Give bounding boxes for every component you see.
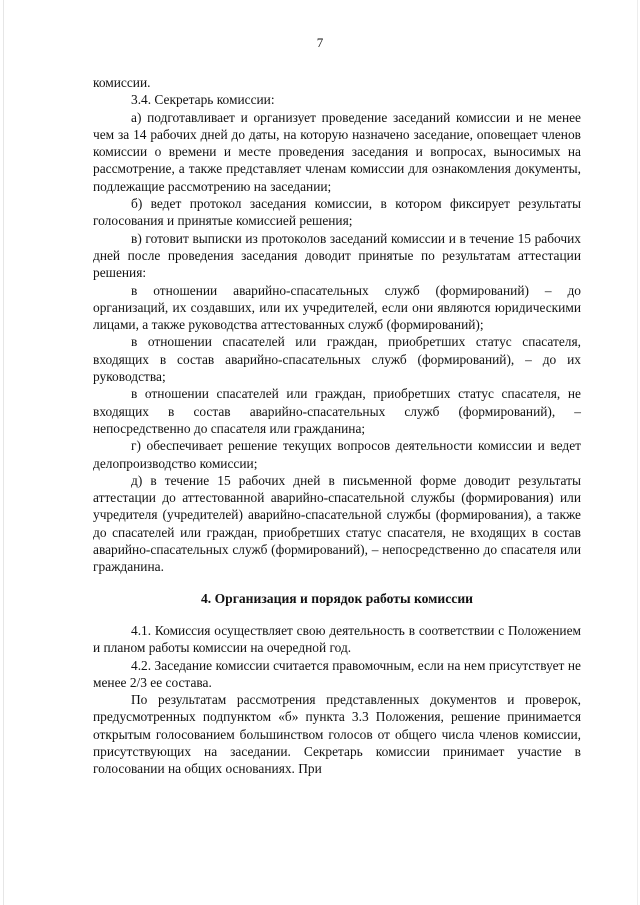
paragraph-3-4-d: д) в течение 15 рабочих дней в письменной форме доводит результаты аттестации до аттестованной аварийно-спасательной службы (формирования) или учредителя (учредителей) аварийно-спасательной службы (формирования), а также до спасателей или граждан, приобретших статус спасателя, не входящих в состав аварийно-спасательных служб (формирований), – непосредственно до спасателя или гражданина.	[93, 472, 581, 575]
paragraph-4-2: 4.2. Заседание комиссии считается правомочным, если на нем присутствует не менее 2/3 ее состава.	[93, 657, 581, 690]
paragraph-3-4-v: в) готовит выписки из протоколов заседаний комиссии и в течение 15 рабочих дней после проведения заседания доводит принятые по результатам аттестации решения:	[93, 230, 581, 281]
paragraph-3-4-a: а) подготавливает и организует проведение заседаний комиссии и не менее чем за 14 рабочих дней до даты, на которую назначено заседание, оповещает членов комиссии о времени и месте проведения заседания и вопросах, выносимых на рассмотрение, а также представляет членам комиссии для ознакомления документы, подлежащие рассмотрению на заседании;	[93, 109, 581, 194]
document-body	[93, 74, 581, 778]
paragraph-3-4-v-services: в отношении аварийно-спасательных служб (формирований) – до организаций, их создавших, или их учредителей, если они являются юридическими лицами, а также руководства аттестованных служб (формирований);	[93, 282, 581, 333]
paragraph-4-1: 4.1. Комиссия осуществляет свою деятельность в соответствии с Положением и планом работы комиссии на очередной год.	[93, 622, 581, 656]
page-number: 7	[316, 35, 324, 50]
paragraph-3-4-title: 3.4. Секретарь комиссии:	[131, 92, 275, 108]
paragraph-3-4-g: г) обеспечивает решение текущих вопросов деятельности комиссии и ведет делопроизводство комиссии;	[93, 438, 581, 471]
section-heading: 4. Организация и порядок работы комиссии	[200, 590, 473, 606]
paragraph-4-2-voting: По результатам рассмотрения представленных документов и проверок, предусмотренных подпунктом «б» пункта 3.3 Положения, решение принимается открытым голосованием большинством голосов от общего числа членов комиссии, присутствующих на заседании. Секретарь комиссии принимает участие в голосовании на общих основаниях. При	[93, 692, 581, 777]
scan-edge-right	[637, 0, 638, 905]
paragraph-3-4-b: б) ведет протокол заседания комиссии, в котором фиксирует результаты голосования и принятые комиссией решения;	[93, 196, 581, 229]
paragraph-3-4-v-rescuers-out: в отношении спасателей или граждан, приобретших статус спасателя, не входящих в состав аварийно-спасательных служб (формирований), – непосредственно до спасателя или гражданина;	[93, 386, 581, 436]
paragraph-continuation: комиссии.	[93, 75, 151, 90]
paragraph-3-4-v-rescuers-in: в отношении спасателей или граждан, приобретших статус спасателя, входящих в состав аварийно-спасательных служб (формирований), – до их руководства;	[93, 334, 581, 385]
scan-edge-left	[3, 0, 4, 905]
